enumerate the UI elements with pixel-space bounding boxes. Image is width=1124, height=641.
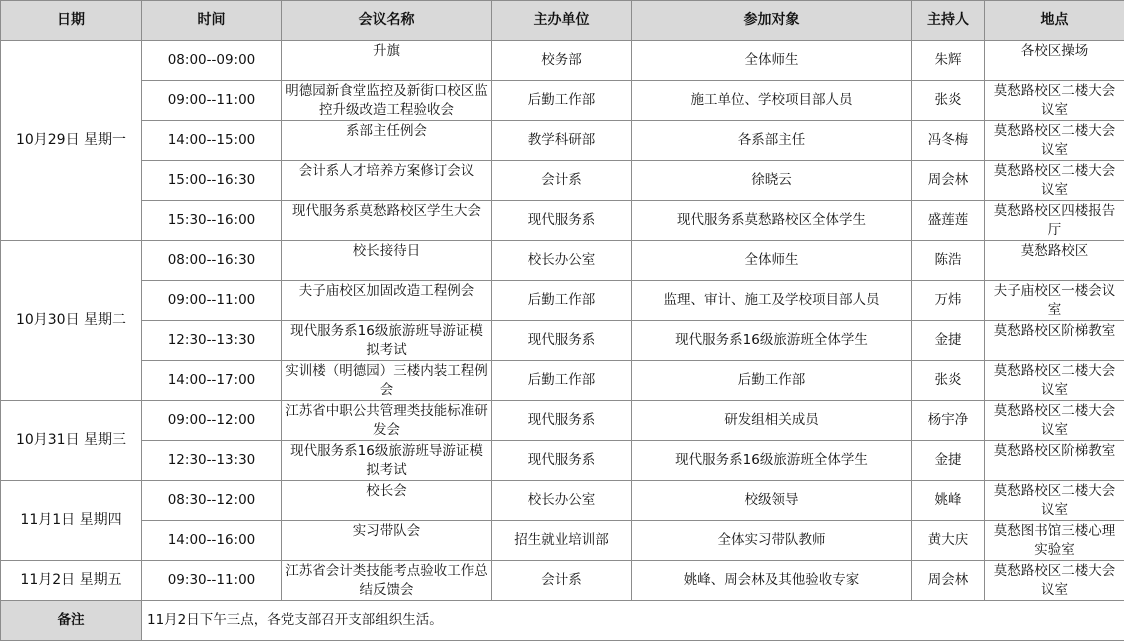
schedule-body — [1, 41, 1124, 601]
host-cell: 盛莲莲 — [912, 201, 985, 241]
attendees-cell: 施工单位、学校项目部人员 — [632, 81, 912, 121]
host-unit-cell: 会计系 — [492, 561, 632, 601]
date-cell: 10月29日 星期一 — [1, 41, 142, 241]
meeting-name-cell — [282, 521, 492, 561]
table-row — [1, 81, 1124, 121]
header-place: 地点 — [985, 1, 1124, 41]
place-cell-text: 莫愁路校区二楼大会议室 — [993, 163, 1116, 198]
meeting-name-cell — [282, 361, 492, 401]
place-cell-text: 莫愁路校区四楼报告厅 — [993, 203, 1116, 238]
meeting-name-cell-text: 现代服务系16级旅游班导游证模拟考试 — [290, 443, 483, 478]
time-cell: 14:00--15:00 — [142, 121, 282, 161]
time-cell: 09:00--11:00 — [142, 81, 282, 121]
host-unit-cell: 现代服务系 — [492, 441, 632, 481]
place-cell — [985, 81, 1124, 121]
table-row — [1, 321, 1124, 361]
table-row — [1, 481, 1124, 521]
time-cell: 08:00--09:00 — [142, 41, 282, 81]
host-unit-cell: 现代服务系 — [492, 321, 632, 361]
host-cell: 周会林 — [912, 561, 985, 601]
place-cell-text: 莫愁路校区二楼大会议室 — [993, 563, 1116, 598]
time-cell: 15:30--16:00 — [142, 201, 282, 241]
meeting-name-cell-text: 升旗 — [373, 43, 400, 59]
host-unit-cell: 会计系 — [492, 161, 632, 201]
place-cell — [985, 161, 1124, 201]
header-row — [1, 1, 1124, 41]
attendees-cell: 现代服务系16级旅游班全体学生 — [632, 321, 912, 361]
attendees-cell: 各系部主任 — [632, 121, 912, 161]
time-cell: 14:00--16:00 — [142, 521, 282, 561]
host-unit-cell: 招生就业培训部 — [492, 521, 632, 561]
host-unit-cell: 现代服务系 — [492, 401, 632, 441]
place-cell — [985, 521, 1124, 561]
attendees-cell: 研发组相关成员 — [632, 401, 912, 441]
meeting-name-cell-text: 江苏省中职公共管理类技能标准研发会 — [285, 403, 488, 438]
note-text: 11月2日下午三点，各党支部召开支部组织生活。 — [142, 601, 1124, 641]
meeting-name-cell-text: 明德园新食堂监控及新街口校区监控升级改造工程验收会 — [285, 83, 488, 118]
meeting-name-cell — [282, 441, 492, 481]
host-unit-cell: 后勤工作部 — [492, 281, 632, 321]
place-cell — [985, 241, 1124, 281]
attendees-cell: 全体实习带队教师 — [632, 521, 912, 561]
table-row — [1, 161, 1124, 201]
header-attendees: 参加对象 — [632, 1, 912, 41]
place-cell-text: 莫愁路校区 — [1020, 243, 1089, 259]
table-row — [1, 121, 1124, 161]
meeting-name-cell — [282, 121, 492, 161]
place-cell — [985, 201, 1124, 241]
header-host: 主持人 — [912, 1, 985, 41]
date-cell: 11月2日 星期五 — [1, 561, 142, 601]
meeting-name-cell-text: 校长接待日 — [352, 243, 421, 259]
place-cell — [985, 401, 1124, 441]
attendees-cell: 全体师生 — [632, 41, 912, 81]
host-cell: 张炎 — [912, 81, 985, 121]
place-cell — [985, 481, 1124, 521]
host-cell: 陈浩 — [912, 241, 985, 281]
host-cell: 冯冬梅 — [912, 121, 985, 161]
table-row — [1, 41, 1124, 81]
meeting-name-cell-text: 夫子庙校区加固改造工程例会 — [298, 283, 475, 299]
meeting-name-cell-text: 江苏省会计类技能考点验收工作总结反馈会 — [285, 563, 488, 598]
place-cell-text: 莫愁路校区二楼大会议室 — [993, 483, 1116, 518]
host-unit-cell: 后勤工作部 — [492, 81, 632, 121]
date-cell: 10月30日 星期二 — [1, 241, 142, 401]
attendees-cell: 现代服务系莫愁路校区全体学生 — [632, 201, 912, 241]
time-cell: 08:00--16:30 — [142, 241, 282, 281]
time-cell: 09:00--12:00 — [142, 401, 282, 441]
meeting-name-cell-text: 系部主任例会 — [346, 123, 427, 139]
place-cell — [985, 361, 1124, 401]
attendees-cell: 现代服务系16级旅游班全体学生 — [632, 441, 912, 481]
host-cell: 金捷 — [912, 321, 985, 361]
host-cell: 周会林 — [912, 161, 985, 201]
place-cell-text: 莫愁图书馆三楼心理实验室 — [993, 523, 1116, 558]
meeting-name-cell-text: 现代服务系16级旅游班导游证模拟考试 — [290, 323, 483, 358]
host-unit-cell: 校长办公室 — [492, 481, 632, 521]
table-row — [1, 561, 1124, 601]
attendees-cell: 姚峰、周会林及其他验收专家 — [632, 561, 912, 601]
host-cell: 万炜 — [912, 281, 985, 321]
meeting-name-cell — [282, 81, 492, 121]
note-label: 备注 — [1, 601, 142, 641]
place-cell-text: 各校区操场 — [1020, 43, 1089, 59]
meeting-name-cell — [282, 281, 492, 321]
meeting-name-cell-text: 实训楼（明德园）三楼内装工程例会 — [285, 363, 488, 398]
host-cell: 金捷 — [912, 441, 985, 481]
table-row — [1, 361, 1124, 401]
table-row — [1, 201, 1124, 241]
header-date: 日期 — [1, 1, 142, 41]
attendees-cell: 全体师生 — [632, 241, 912, 281]
place-cell-text: 莫愁路校区二楼大会议室 — [993, 363, 1116, 398]
meeting-name-cell — [282, 161, 492, 201]
header-time: 时间 — [142, 1, 282, 41]
place-cell-text: 夫子庙校区一楼会议室 — [993, 283, 1116, 318]
meeting-name-cell-text: 会计系人才培养方案修订会议 — [298, 163, 475, 179]
meeting-name-cell-text: 实习带队会 — [352, 523, 421, 539]
meeting-name-cell-text: 现代服务系莫愁路校区学生大会 — [292, 203, 481, 219]
place-cell — [985, 321, 1124, 361]
meeting-name-cell — [282, 201, 492, 241]
host-unit-cell: 后勤工作部 — [492, 361, 632, 401]
place-cell — [985, 121, 1124, 161]
meeting-name-cell — [282, 241, 492, 281]
meeting-name-cell — [282, 481, 492, 521]
place-cell-text: 莫愁路校区阶梯教室 — [993, 323, 1116, 339]
place-cell — [985, 561, 1124, 601]
table-row — [1, 401, 1124, 441]
host-unit-cell: 教学科研部 — [492, 121, 632, 161]
header-host-unit: 主办单位 — [492, 1, 632, 41]
note-row — [1, 601, 1124, 641]
host-cell: 杨宇净 — [912, 401, 985, 441]
meeting-name-cell-text: 校长会 — [366, 483, 407, 499]
place-cell — [985, 441, 1124, 481]
host-cell: 黄大庆 — [912, 521, 985, 561]
date-cell: 10月31日 星期三 — [1, 401, 142, 481]
date-cell: 11月1日 星期四 — [1, 481, 142, 561]
table-row — [1, 441, 1124, 481]
host-unit-cell: 校长办公室 — [492, 241, 632, 281]
attendees-cell: 校级领导 — [632, 481, 912, 521]
attendees-cell: 监理、审计、施工及学校项目部人员 — [632, 281, 912, 321]
place-cell — [985, 41, 1124, 81]
meeting-name-cell — [282, 561, 492, 601]
time-cell: 09:30--11:00 — [142, 561, 282, 601]
meeting-name-cell — [282, 321, 492, 361]
place-cell-text: 莫愁路校区二楼大会议室 — [993, 123, 1116, 158]
time-cell: 12:30--13:30 — [142, 321, 282, 361]
place-cell-text: 莫愁路校区二楼大会议室 — [993, 403, 1116, 438]
meeting-name-cell — [282, 401, 492, 441]
host-unit-cell: 校务部 — [492, 41, 632, 81]
meeting-name-cell — [282, 41, 492, 81]
table-row — [1, 521, 1124, 561]
attendees-cell: 后勤工作部 — [632, 361, 912, 401]
time-cell: 14:00--17:00 — [142, 361, 282, 401]
place-cell-text: 莫愁路校区阶梯教室 — [993, 443, 1116, 459]
attendees-cell: 徐晓云 — [632, 161, 912, 201]
table-row — [1, 281, 1124, 321]
host-cell: 朱辉 — [912, 41, 985, 81]
time-cell: 09:00--11:00 — [142, 281, 282, 321]
time-cell: 15:00--16:30 — [142, 161, 282, 201]
host-cell: 张炎 — [912, 361, 985, 401]
host-unit-cell: 现代服务系 — [492, 201, 632, 241]
place-cell — [985, 281, 1124, 321]
time-cell: 08:30--12:00 — [142, 481, 282, 521]
time-cell: 12:30--13:30 — [142, 441, 282, 481]
header-meeting-name: 会议名称 — [282, 1, 492, 41]
host-cell: 姚峰 — [912, 481, 985, 521]
place-cell-text: 莫愁路校区二楼大会议室 — [993, 83, 1116, 118]
table-row — [1, 241, 1124, 281]
